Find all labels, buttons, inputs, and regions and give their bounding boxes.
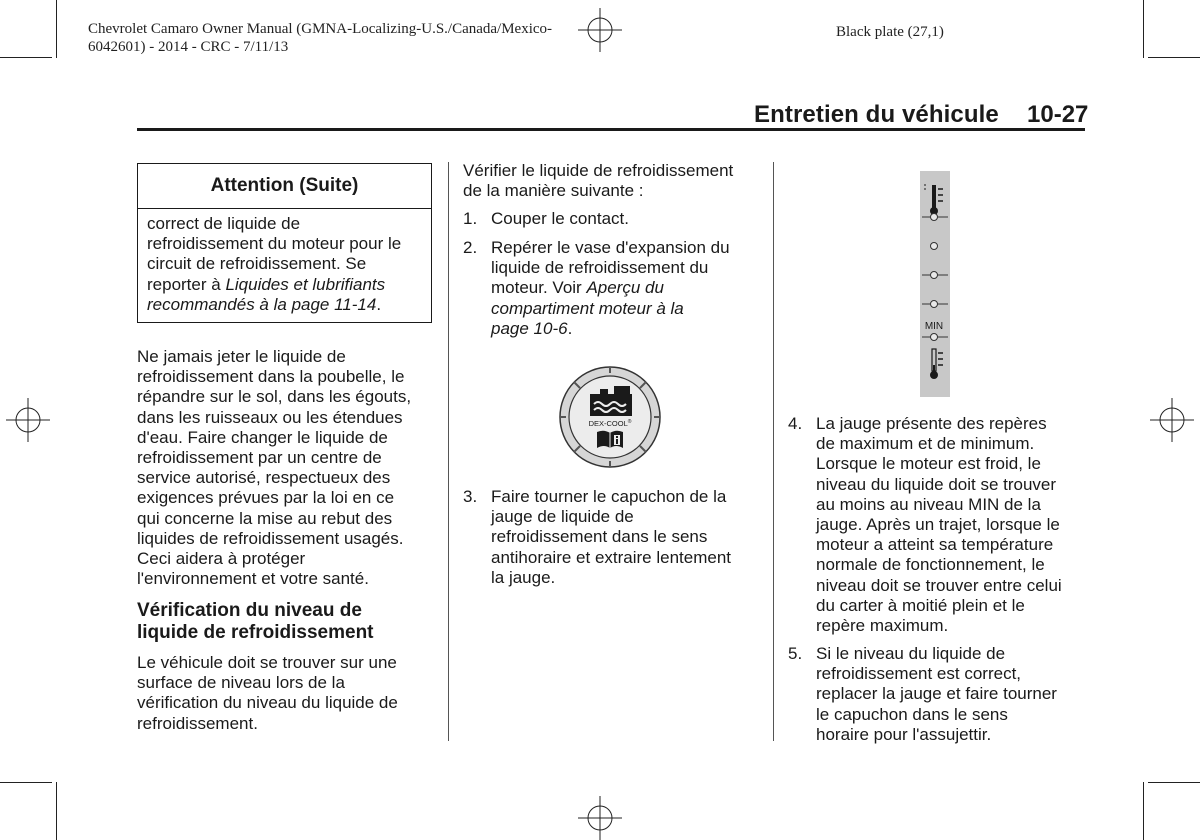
step-number: 3. [463,487,478,506]
owner-manual-icon [597,431,623,448]
text-line: jauge. Après un trajet, lorsque le [816,515,1060,535]
text-line: la jauge. [491,567,556,587]
text-line: horaire pour l'assujettir. [816,724,992,744]
level-paragraph [137,653,398,734]
heading-line: Vérification du niveau de [137,600,362,621]
min-label: MIN [924,321,944,332]
crop-mark [1148,57,1200,58]
heading-line: liquide de refroidissement [137,622,374,643]
text-line: Si le niveau du liquide de [816,644,1006,663]
text-line: répandre sur le sol, dans les égouts, [137,387,412,407]
text-line: Couper le contact. [491,209,629,228]
text-line: jauge de liquide de [491,507,634,527]
page-number: 10-27 [1027,101,1089,128]
step-text [816,644,1057,745]
text-line: vérification du niveau du liquide de [137,693,398,713]
cross-reference: Liquides et lubrifiants [225,274,386,294]
text-run: reporter à [147,274,226,294]
attention-title: Attention (Suite) [138,164,431,209]
text-line [491,319,730,339]
text-line [147,275,423,295]
registration-mark-right [1150,398,1194,442]
text-line: Repérer le vase d'expansion du [491,238,730,257]
disposal-paragraph [137,347,411,589]
text-line: exigences prévues par la loi en ce [137,488,395,508]
attention-text [138,209,431,315]
text-line: circuit de refroidissement. Se [147,254,367,274]
text-line: service autorisé, respectueux des [137,468,391,488]
dipstick-illustration [918,171,952,397]
text-line: du carter à moitié plein et le [816,595,1025,615]
title-rule [137,128,1085,131]
text-line: liquides de refroidissement usagés. [137,528,404,548]
text-line: Ne jamais jeter le liquide de [137,347,346,366]
text-line: normale de fonctionnement, le [816,555,1045,575]
text-run: moteur. Voir [491,278,587,298]
step-text [491,238,730,339]
text-line: refroidissement. [137,713,258,733]
intro-paragraph [463,161,733,201]
cap-brand: DEX-COOL [588,419,628,428]
step-text [816,414,1062,636]
text-line: d'eau. Faire changer le liquide de [137,427,388,447]
step-text [491,487,731,588]
document-info [88,20,552,56]
text-line: Ceci aidera à protéger [137,549,306,569]
text-line: La jauge présente des repères [816,414,1047,433]
text-line: Vérifier le liquide de refroidissement [463,161,734,180]
crop-mark [1148,782,1200,783]
step-number: 1. [463,209,478,228]
text-line: liquide de refroidissement du [491,258,709,278]
cap-trademark: ® [627,419,632,425]
cap-label [589,418,632,428]
step-number: 2. [463,238,478,257]
section-title: Entretien du véhicule [754,101,999,128]
text-line: Lorsque le moteur est froid, le [816,454,1041,474]
column-divider [773,162,774,741]
text-line: surface de niveau lors de la [137,673,345,693]
text-line: refroidissement dans la poubelle, le [137,367,405,387]
text-line: refroidissement du moteur pour le [147,234,402,254]
text-run: . [376,294,382,314]
text-line: antihoraire et extraire lentement [491,547,732,567]
text-line: refroidissement dans le sens [491,527,708,547]
text-line: correct de liquide de [147,214,301,233]
text-line: de la manière suivante : [463,181,644,201]
document-info-line: Chevrolet Camaro Owner Manual (GMNA-Localizing-U.S./Canada/Mexico- [88,21,553,37]
step-number: 5. [788,644,803,663]
step-text [491,209,629,229]
text-line: Faire tourner le capuchon de la [491,487,727,506]
text-line: repère maximum. [816,616,949,636]
document-info-line: 6042601) - 2014 - CRC - 7/11/13 [88,39,289,55]
text-line: Le véhicule doit se trouver sur une [137,653,397,672]
text-line: qui concerne la mise au rebut des [137,508,393,528]
text-line: moteur a atteint sa température [816,535,1054,555]
text-line [147,295,423,315]
cross-reference: Aperçu du [586,278,664,298]
crop-mark [0,782,52,783]
attention-box [137,163,432,323]
text-line: dans les ruisseaux ou les étendues [137,407,403,427]
text-line: au moins au niveau MIN de la [816,494,1041,514]
text-line: niveau du liquide doit se trouver [816,474,1057,494]
text-line: refroidissement par un centre de [137,448,382,468]
column-divider [448,162,449,741]
registration-mark-left [6,398,50,442]
crop-mark [0,57,52,58]
crop-mark [1143,782,1144,840]
crop-mark [56,782,57,840]
cross-reference: recommandés à la page 11-14 [147,294,377,314]
text-run: . [567,318,573,338]
text-line [491,278,730,298]
text-line: niveau doit se trouver entre celui [816,575,1062,595]
cross-reference: page 10-6 [491,318,568,338]
coolant-cap-illustration [556,364,664,470]
crop-mark [1143,0,1144,58]
text-line: de maximum et de minimum. [816,434,1035,454]
step-number: 4. [788,414,803,433]
section-heading [137,600,374,644]
text-line: refroidissement est correct, [816,664,1022,684]
crop-mark [56,0,57,58]
text-line: replacer la jauge et faire tourner [816,684,1057,704]
plate-label: Black plate (27,1) [836,24,944,40]
registration-mark-top [578,8,622,52]
cross-reference: compartiment moteur à la [491,298,684,318]
text-line: l'environnement et votre santé. [137,569,369,589]
text-line: le capuchon dans le sens [816,704,1008,724]
registration-mark-bottom [578,796,622,840]
